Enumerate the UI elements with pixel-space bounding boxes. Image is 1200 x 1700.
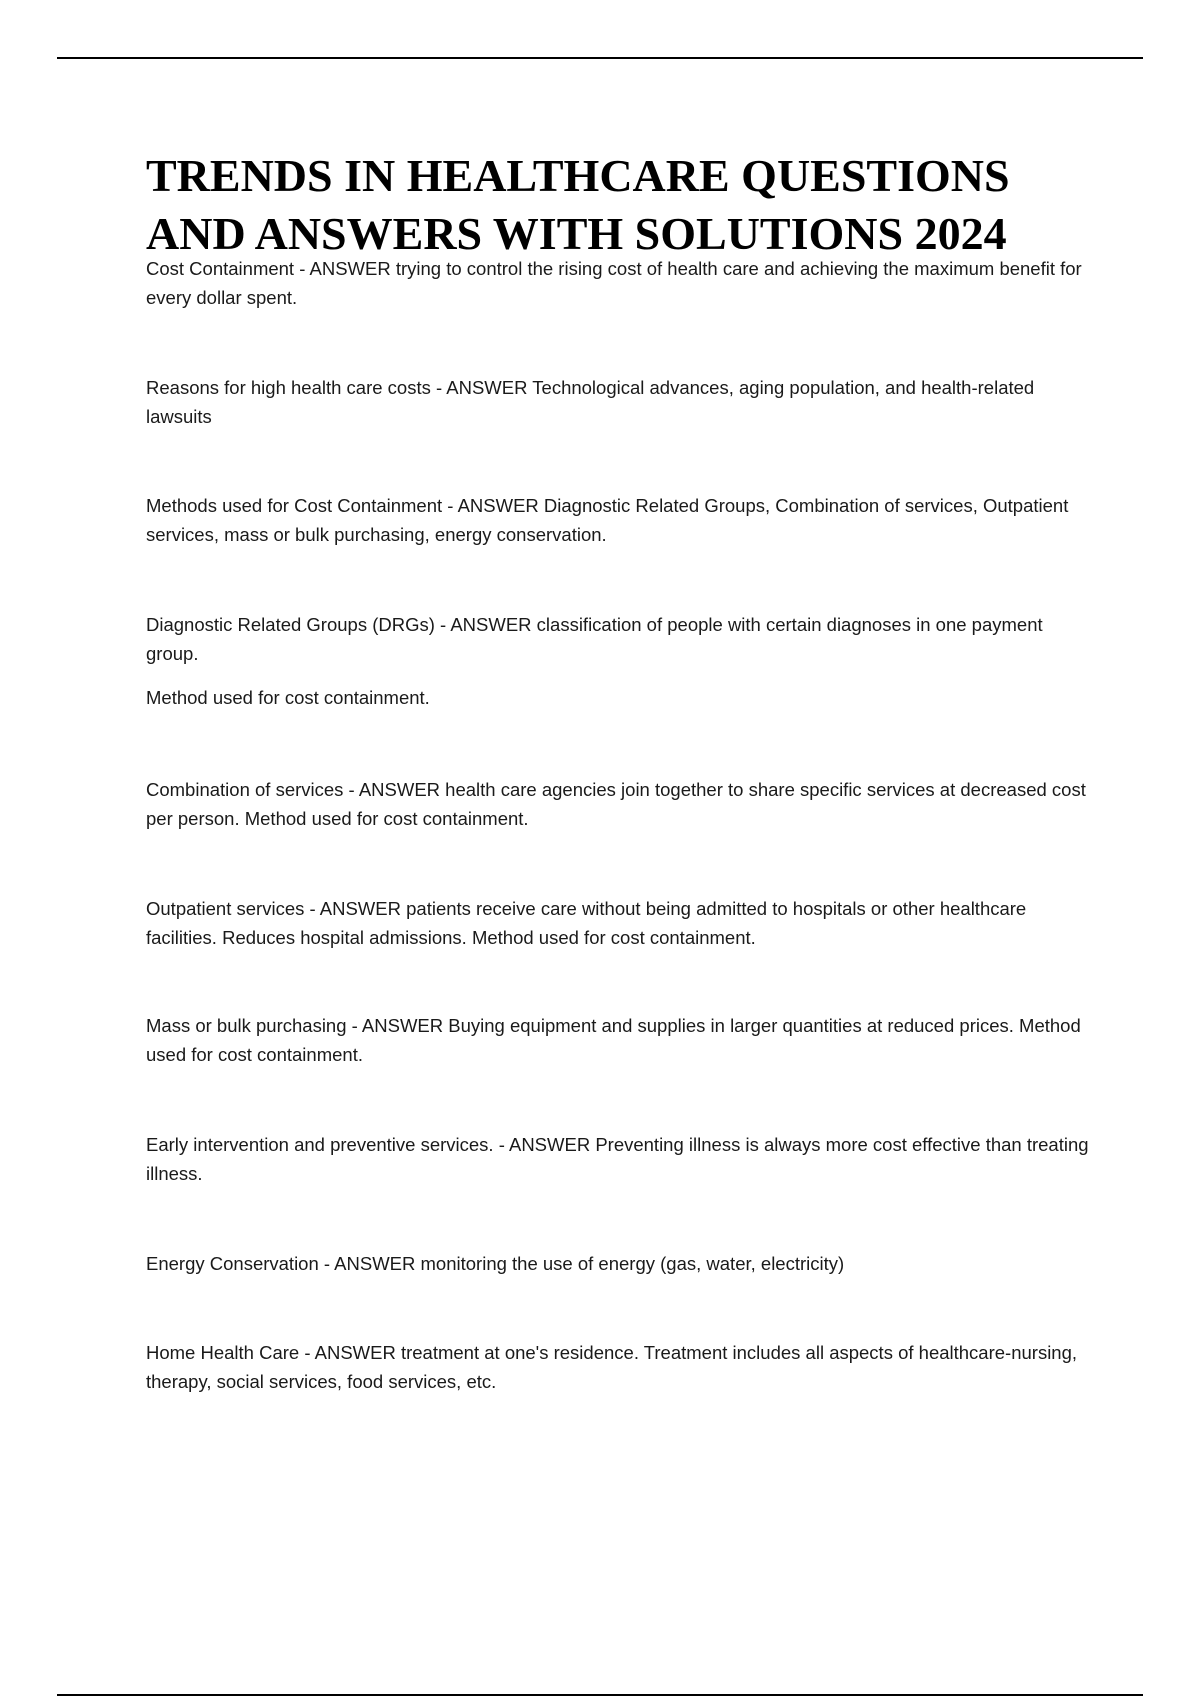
- qa-entry-high-costs: Reasons for high health care costs - ANSWER Technological advances, aging population, and health-related lawsuits: [146, 377, 1035, 427]
- qa-entry-drgs: Diagnostic Related Groups (DRGs) - ANSWER classification of people with certain diagnoses in one payment group.: [146, 614, 1043, 664]
- qa-entry-drgs-note: Method used for cost containment.: [146, 687, 430, 708]
- qa-entry-home-health: Home Health Care - ANSWER treatment at one's residence. Treatment includes all aspects of healthcare-nursing, therapy, social services, food services, etc.: [146, 1342, 1078, 1392]
- bottom-divider: [57, 1694, 1143, 1696]
- qa-entry-energy: Energy Conservation - ANSWER monitoring the use of energy (gas, water, electricity): [146, 1253, 845, 1274]
- qa-entry-combination: Combination of services - ANSWER health care agencies join together to share specific services at decreased cost per person. Method used for cost containment.: [146, 779, 1086, 829]
- page-title: [146, 147, 1146, 263]
- title-line-1: TRENDS IN HEALTHCARE QUESTIONS: [146, 150, 1010, 201]
- qa-entry-bulk-purchasing: Mass or bulk purchasing - ANSWER Buying equipment and supplies in larger quantities at reduced prices. Method used for cost containment.: [146, 1015, 1081, 1065]
- qa-entry-outpatient: Outpatient services - ANSWER patients receive care without being admitted to hospitals or other healthcare facilities. Reduces hospital admissions. Method used for cost containment.: [146, 898, 1027, 948]
- qa-entry-methods: Methods used for Cost Containment - ANSWER Diagnostic Related Groups, Combination of services, Outpatient services, mass or bulk purchasing, energy conservation.: [146, 495, 1069, 545]
- top-divider: [57, 57, 1143, 59]
- title-line-2: AND ANSWERS WITH SOLUTIONS 2024: [146, 208, 1007, 259]
- qa-entry-cost-containment: Cost Containment - ANSWER trying to control the rising cost of health care and achieving the maximum benefit for every dollar spent.: [146, 258, 1082, 308]
- qa-entry-early-intervention: Early intervention and preventive services. - ANSWER Preventing illness is always more cost effective than treating illness.: [146, 1134, 1089, 1184]
